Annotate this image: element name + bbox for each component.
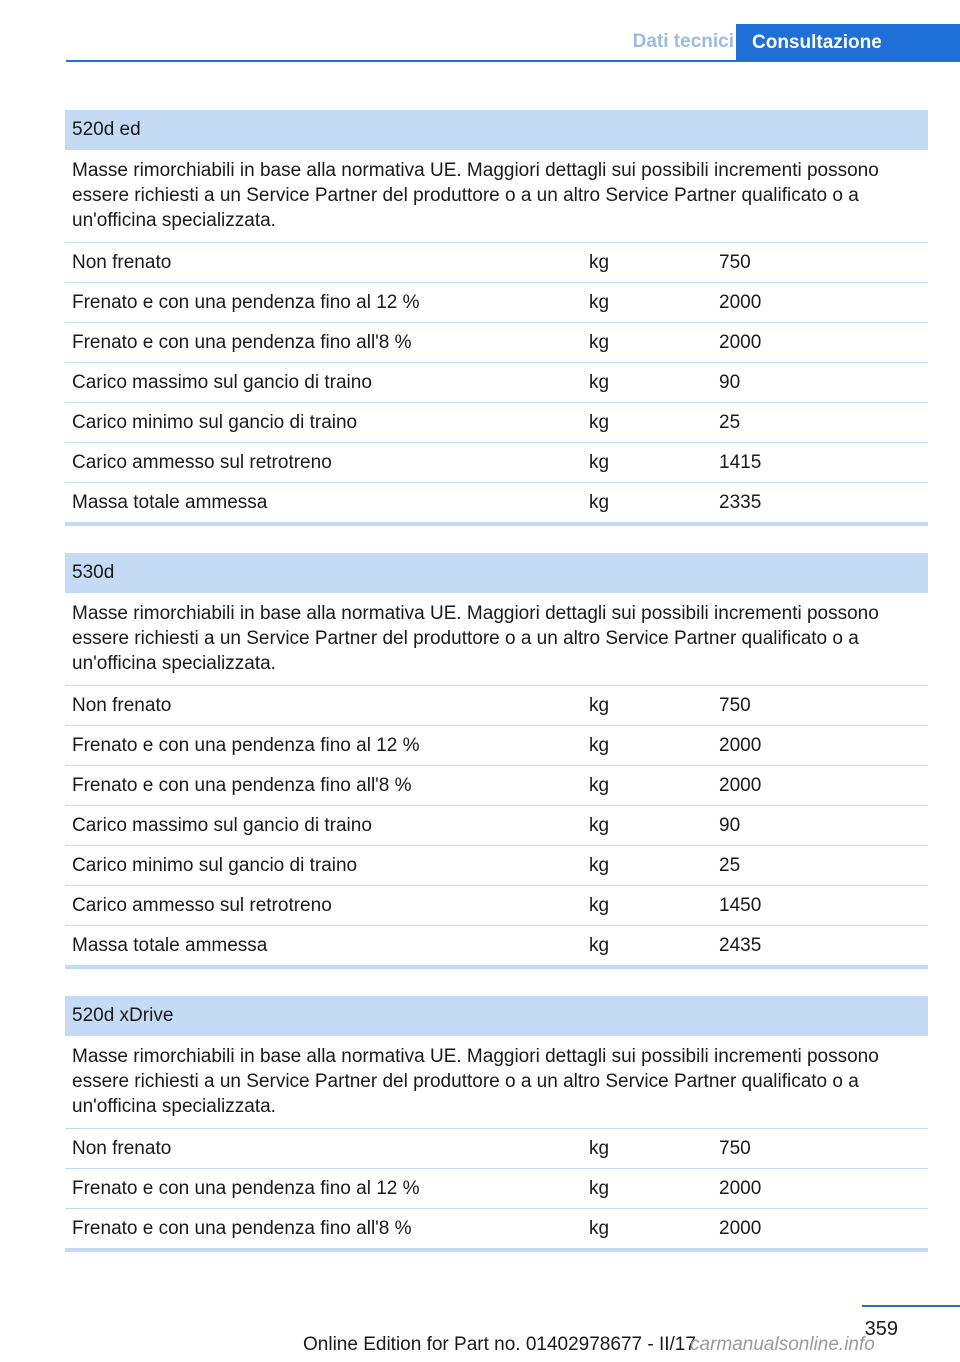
row-unit: kg xyxy=(589,695,610,716)
row-unit: kg xyxy=(589,1218,610,1239)
section-end-rule xyxy=(65,965,928,969)
section-520d-ed xyxy=(65,110,928,526)
row-unit: kg xyxy=(589,775,610,796)
row-label: Carico ammesso sul retrotreno xyxy=(72,895,332,916)
table-row xyxy=(65,726,928,766)
row-value: 750 xyxy=(719,1138,751,1159)
section-description: Masse rimorchiabili in base alla normativa UE. Maggiori dettagli sui possibili incrementi possono essere richiesti a un Service Partner del produttore o a un altro Service Partner qualificato o a un'officina specializzata. xyxy=(65,150,928,243)
row-value: 1450 xyxy=(719,895,762,916)
table-row xyxy=(65,846,928,886)
data-table xyxy=(65,686,928,965)
row-label: Carico massimo sul gancio di traino xyxy=(72,372,372,393)
row-unit: kg xyxy=(589,935,610,956)
table-row xyxy=(65,766,928,806)
row-label: Non frenato xyxy=(72,695,172,716)
row-value: 2000 xyxy=(719,1178,762,1199)
row-label: Frenato e con una pendenza fino all'8 % xyxy=(72,1218,412,1239)
row-value: 750 xyxy=(719,695,751,716)
row-unit: kg xyxy=(589,252,610,273)
row-label: Carico massimo sul gancio di traino xyxy=(72,815,372,836)
table-row xyxy=(65,483,928,522)
section-description: Masse rimorchiabili in base alla normativa UE. Maggiori dettagli sui possibili incrementi possono essere richiesti a un Service Partner del produttore o a un altro Service Partner qualificato o a un'officina specializzata. xyxy=(65,1036,928,1129)
tab-consultazione[interactable]: Consultazione xyxy=(736,24,960,62)
row-value: 90 xyxy=(719,372,741,393)
row-unit: kg xyxy=(589,895,610,916)
table-row xyxy=(65,363,928,403)
table-row xyxy=(65,1129,928,1169)
section-end-rule xyxy=(65,1248,928,1252)
row-label: Frenato e con una pendenza fino all'8 % xyxy=(72,332,412,353)
row-unit: kg xyxy=(589,372,610,393)
section-520d-xdrive xyxy=(65,996,928,1252)
data-table xyxy=(65,1129,928,1248)
row-label: Frenato e con una pendenza fino all'8 % xyxy=(72,775,412,796)
section-end-rule xyxy=(65,522,928,526)
row-label: Non frenato xyxy=(72,252,172,273)
row-label: Non frenato xyxy=(72,1138,172,1159)
row-unit: kg xyxy=(589,332,610,353)
section-title: 520d ed xyxy=(65,110,928,150)
header-divider xyxy=(66,60,960,62)
row-unit: kg xyxy=(589,452,610,473)
watermark: carmanualsonline.info xyxy=(690,1334,875,1355)
section-title: 530d xyxy=(65,553,928,593)
row-value: 25 xyxy=(719,855,741,876)
page-number-rule xyxy=(862,1305,960,1307)
row-label: Carico minimo sul gancio di traino xyxy=(72,855,358,876)
row-unit: kg xyxy=(589,492,610,513)
tab-dati-tecnici[interactable]: Dati tecnici xyxy=(632,31,734,52)
table-row xyxy=(65,283,928,323)
table-row xyxy=(65,686,928,726)
row-value: 1415 xyxy=(719,452,762,473)
row-unit: kg xyxy=(589,1178,610,1199)
row-label: Frenato e con una pendenza fino al 12 % xyxy=(72,1178,420,1199)
table-row xyxy=(65,1209,928,1248)
section-title: 520d xDrive xyxy=(65,996,928,1036)
table-row xyxy=(65,243,928,283)
table-row xyxy=(65,806,928,846)
page-header xyxy=(66,24,960,62)
table-row xyxy=(65,1169,928,1209)
row-value: 2000 xyxy=(719,332,762,353)
row-value: 2335 xyxy=(719,492,762,513)
section-530d xyxy=(65,553,928,969)
table-row xyxy=(65,323,928,363)
row-unit: kg xyxy=(589,292,610,313)
row-unit: kg xyxy=(589,412,610,433)
row-label: Massa totale ammessa xyxy=(72,492,268,513)
row-value: 2000 xyxy=(719,735,762,756)
row-unit: kg xyxy=(589,1138,610,1159)
row-label: Massa totale ammessa xyxy=(72,935,268,956)
row-value: 750 xyxy=(719,252,751,273)
row-value: 2000 xyxy=(719,292,762,313)
row-value: 2000 xyxy=(719,1218,762,1239)
section-description: Masse rimorchiabili in base alla normativa UE. Maggiori dettagli sui possibili incrementi possono essere richiesti a un Service Partner del produttore o a un altro Service Partner qualificato o a un'officina specializzata. xyxy=(65,593,928,686)
table-row xyxy=(65,886,928,926)
row-value: 2000 xyxy=(719,775,762,796)
row-unit: kg xyxy=(589,735,610,756)
row-unit: kg xyxy=(589,815,610,836)
row-label: Carico minimo sul gancio di traino xyxy=(72,412,358,433)
row-label: Frenato e con una pendenza fino al 12 % xyxy=(72,735,420,756)
row-value: 2435 xyxy=(719,935,762,956)
table-row xyxy=(65,403,928,443)
data-table xyxy=(65,243,928,522)
edition-footer: Online Edition for Part no. 01402978677 - II/17 xyxy=(303,1334,696,1355)
row-value: 90 xyxy=(719,815,741,836)
row-label: Carico ammesso sul retrotreno xyxy=(72,452,332,473)
table-row xyxy=(65,926,928,965)
table-row xyxy=(65,443,928,483)
row-value: 25 xyxy=(719,412,741,433)
page-number: 359 xyxy=(864,1318,898,1340)
row-unit: kg xyxy=(589,855,610,876)
row-label: Frenato e con una pendenza fino al 12 % xyxy=(72,292,420,313)
